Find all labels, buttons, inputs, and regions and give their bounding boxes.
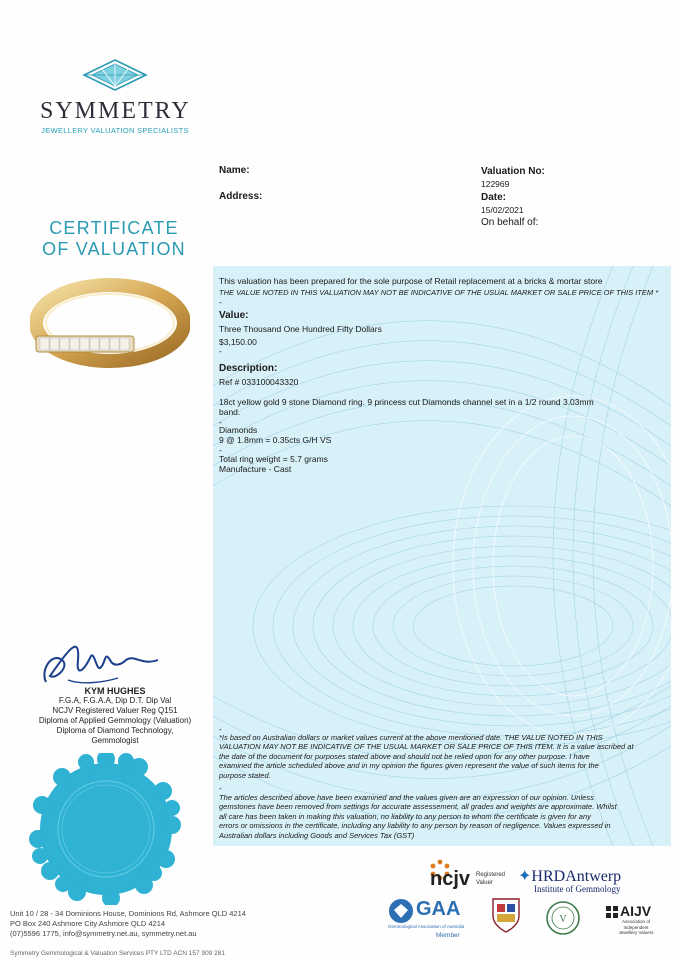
description-line-1: 18ct yellow gold 9 stone Diamond ring. 9 princess cut Diamonds channel set in a 1/2 round 3.03mm xyxy=(219,397,594,407)
date-label: Date: xyxy=(481,192,507,203)
dash-4: - xyxy=(219,445,222,455)
dash-3: - xyxy=(219,417,222,427)
aijv-sub-2: Independent xyxy=(623,924,649,930)
valuer-registration: NCJV Registered Valuer Reg Q151 xyxy=(52,706,178,715)
gaa-diamond-icon xyxy=(388,898,414,924)
embossed-seal xyxy=(26,753,186,905)
signature xyxy=(38,630,168,690)
valuation-no-label: Valuation No: xyxy=(481,166,545,177)
ncjv-registered: Registered xyxy=(476,872,506,878)
aijv-sub-3: Jewellery Valuers xyxy=(618,930,654,935)
company-address xyxy=(10,909,246,939)
description-label: Description: xyxy=(219,363,278,374)
crest-icon xyxy=(490,896,522,934)
diamonds-detail: 9 @ 1.8mm = 0.35cts G/H VS xyxy=(219,435,332,445)
symmetry-logo xyxy=(40,58,190,135)
aijv-icon xyxy=(606,906,618,918)
aijv-sub-1: Association of xyxy=(621,919,650,924)
hrd-subtitle: Institute of Gemmology xyxy=(534,884,621,894)
gaa-logo: GAA xyxy=(416,898,461,920)
svg-text:V: V xyxy=(559,914,567,925)
diamond-logo-icon xyxy=(82,58,148,92)
note2-line-5: Australian dollars including Goods and Services Tax (GST) xyxy=(219,830,415,840)
brand-name: SYMMETRY xyxy=(40,98,191,124)
note2-line-3: all care has been taken in making this valuation, no liability to any person to whom the certificate is given for any xyxy=(219,811,591,821)
hrd-name: HRDAntwerp xyxy=(531,868,622,885)
ncjv-logo: ncjv xyxy=(430,868,471,890)
certificate-title-line1: CERTIFICATE xyxy=(49,218,179,238)
note1-line-2: VALUATION MAY NOT BE INDICATIVE OF THE USUAL MARKET OR SALE PRICE OF THIS ITEM. It is a value ascribed at xyxy=(219,742,634,752)
brand-subtitle: JEWELLERY VALUATION SPECIALISTS xyxy=(41,126,189,135)
address-line-2: PO Box 240 Ashmore City Ashmore QLD 4214 xyxy=(10,919,166,928)
valuer-diploma-1: Diploma of Applied Gemmology (Valuation) xyxy=(38,716,192,725)
valuer-qualifications: F.G.A, F.G.A.A, Dip D.T. Dip Val xyxy=(58,696,172,705)
valuer-details xyxy=(10,686,220,746)
manufacture: Manufacture - Cast xyxy=(219,464,292,474)
valuer-title: Gemmologist xyxy=(91,736,139,745)
note2-line-4: errors or omissions in the certificate, including any liability to any person by reason of negligence. Values expressed in xyxy=(219,821,611,831)
dash-6: - xyxy=(219,783,222,793)
address-line-1: Unit 10 / 28 - 34 Dominions House, Dominions Rd, Ashmore QLD 4214 xyxy=(10,909,246,918)
dash-2: - xyxy=(219,346,222,356)
gaa-subtitle: Gemmological Association of Australia xyxy=(388,924,465,929)
purpose-text: This valuation has been prepared for the sole purpose of Retail replacement at a bricks & mortar store xyxy=(219,276,603,286)
address-label: Address: xyxy=(219,191,263,202)
valuer-name: KYM HUGHES xyxy=(84,686,146,696)
hrd-star-icon: ✦ xyxy=(518,868,532,885)
value-label: Value: xyxy=(219,310,249,321)
note1-line-3: the date of the document for purposes stated above and should not be relied upon for any other purpose. I have xyxy=(219,751,590,761)
date-value: 15/02/2021 xyxy=(481,205,524,215)
note2-line-2: gemstones have been removed from settings for accurate assessement, all grades and weights are approximate. Whilst xyxy=(219,802,617,812)
note2-line-1: The articles described above have been examined and the values given are an expression of our opinion. Unless xyxy=(219,793,594,802)
on-behalf-label: On behalf of: xyxy=(481,217,539,228)
reference-number: Ref # 033100043320 xyxy=(219,377,299,387)
dash-5: - xyxy=(219,724,222,734)
ring-photo xyxy=(30,278,190,378)
hrd-antwerp-logo xyxy=(518,866,621,886)
valuation-no-value: 122969 xyxy=(481,179,510,189)
aijv-subtitle xyxy=(616,919,656,936)
note1-line-1: *Is based on Australian dollars or market values current at the above mentioned date. THE VALUE NOTED IN THIS xyxy=(219,733,603,742)
certificate-title-line2: OF VALUATION xyxy=(42,239,186,259)
footer-company: Symmetry Gemmological & Valuation Services PTY LTD ACN 157 909 281 xyxy=(10,950,225,957)
caution-text: THE VALUE NOTED IN THIS VALUATION MAY NOT BE INDICATIVE OF THE USUAL MARKET OR SALE PRICE OF THIS ITEM * xyxy=(219,288,659,297)
diamonds-label: Diamonds xyxy=(219,425,258,435)
valuers-seal-icon xyxy=(545,900,581,936)
name-label: Name: xyxy=(219,165,250,176)
address-line-3: (07)5596 1775, info@symmetry.net.au, symmetry.net.au xyxy=(10,929,197,938)
description-line-2: band. xyxy=(219,407,241,417)
note1-line-5: purpose stated. xyxy=(219,770,271,780)
valuer-diploma-2: Diploma of Diamond Technology, xyxy=(56,726,174,735)
value-amount: $3,150.00 xyxy=(219,337,257,347)
disclaimer-note xyxy=(219,793,639,840)
ncjv-valuer: Valuer xyxy=(476,880,493,886)
aijv-logo: AIJV xyxy=(620,903,652,919)
market-value-note xyxy=(219,733,639,780)
ring-weight: Total ring weight = 5.7 grams xyxy=(219,454,328,464)
value-words: Three Thousand One Hundred Fifty Dollars xyxy=(219,324,382,334)
note1-line-4: examined the article scheduled above and in my opinion the figures given represent the value of such items for the xyxy=(219,761,599,771)
valuation-panel xyxy=(213,266,671,846)
certificate-title xyxy=(34,218,194,260)
dash-1: - xyxy=(219,297,222,307)
gaa-member: Member xyxy=(436,932,460,939)
